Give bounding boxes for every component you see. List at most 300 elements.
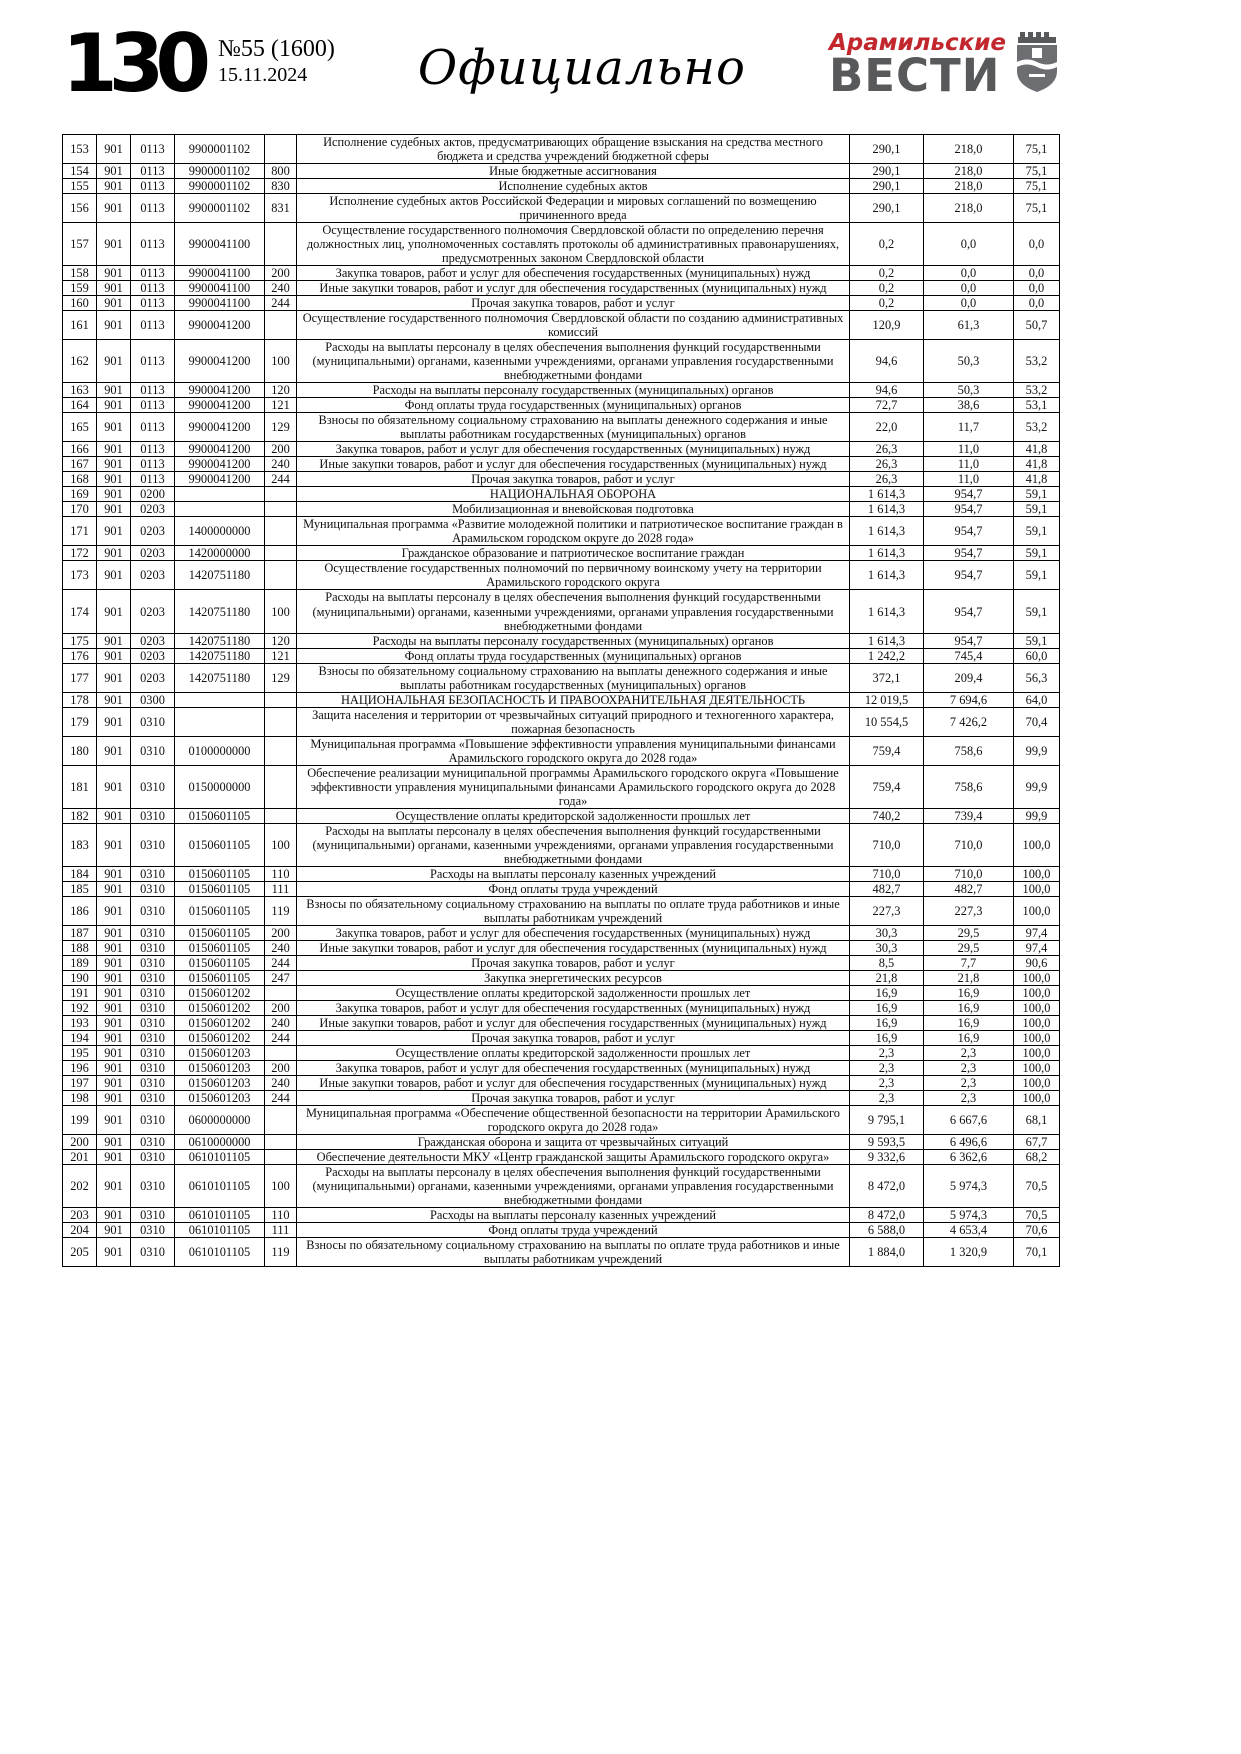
section-code: 0203	[131, 663, 175, 692]
execution-percent: 100,0	[1014, 866, 1060, 881]
target-article-code: 9900041200	[175, 383, 265, 398]
masthead	[62, 17, 1060, 126]
expense-name: Расходы на выплаты персоналу казенных учреждений	[297, 1208, 850, 1223]
expense-type-code: 240	[265, 940, 297, 955]
section-code: 0310	[131, 896, 175, 925]
grbs-code: 901	[97, 1030, 131, 1045]
expense-name: Иные закупки товаров, работ и услуг для обеспечения государственных (муниципальных) нужд	[297, 281, 850, 296]
approved-amount: 1 614,3	[850, 590, 924, 633]
expense-name: Мобилизационная и вневойсковая подготовка	[297, 502, 850, 517]
target-article-code: 0610101105	[175, 1208, 265, 1223]
expense-type-code: 110	[265, 866, 297, 881]
line-number: 154	[63, 164, 97, 179]
execution-percent: 100,0	[1014, 823, 1060, 866]
executed-amount: 710,0	[924, 823, 1014, 866]
expense-name: Гражданское образование и патриотическое воспитание граждан	[297, 546, 850, 561]
approved-amount: 8,5	[850, 955, 924, 970]
table-row	[63, 896, 1060, 925]
table-row	[63, 296, 1060, 311]
executed-amount: 710,0	[924, 866, 1014, 881]
execution-percent: 100,0	[1014, 1030, 1060, 1045]
execution-percent: 41,8	[1014, 472, 1060, 487]
expense-name: Фонд оплаты труда государственных (муниципальных) органов	[297, 398, 850, 413]
approved-amount: 740,2	[850, 808, 924, 823]
expense-type-code: 831	[265, 194, 297, 223]
grbs-code: 901	[97, 442, 131, 457]
grbs-code: 901	[97, 940, 131, 955]
execution-percent: 100,0	[1014, 1045, 1060, 1060]
target-article-code: 1420000000	[175, 546, 265, 561]
executed-amount: 954,7	[924, 561, 1014, 590]
execution-percent: 70,4	[1014, 707, 1060, 736]
approved-amount: 1 614,3	[850, 633, 924, 648]
expense-type-code: 121	[265, 648, 297, 663]
section-code: 0310	[131, 955, 175, 970]
section-code: 0310	[131, 1015, 175, 1030]
line-number: 165	[63, 413, 97, 442]
expense-type-code: 100	[265, 590, 297, 633]
executed-amount: 11,0	[924, 457, 1014, 472]
table-row	[63, 546, 1060, 561]
expense-type-code: 244	[265, 955, 297, 970]
target-article-code: 9900041200	[175, 413, 265, 442]
table-row	[63, 502, 1060, 517]
section-code: 0113	[131, 383, 175, 398]
target-article-code: 9900001102	[175, 194, 265, 223]
line-number: 191	[63, 985, 97, 1000]
table-row	[63, 1015, 1060, 1030]
expense-name: Иные бюджетные ассигнования	[297, 164, 850, 179]
grbs-code: 901	[97, 985, 131, 1000]
execution-percent: 100,0	[1014, 1076, 1060, 1091]
target-article-code: 0610101105	[175, 1150, 265, 1165]
execution-percent: 70,1	[1014, 1238, 1060, 1267]
approved-amount: 1 614,3	[850, 546, 924, 561]
target-article-code: 9900041100	[175, 223, 265, 266]
section-code: 0113	[131, 442, 175, 457]
section-code: 0310	[131, 925, 175, 940]
section-code: 0203	[131, 633, 175, 648]
table-row	[63, 707, 1060, 736]
expense-name: Взносы по обязательному социальному страхованию на выплаты по оплате труда работников и иные выплаты работникам учреждений	[297, 896, 850, 925]
execution-percent: 59,1	[1014, 517, 1060, 546]
line-number: 187	[63, 925, 97, 940]
table-row	[63, 823, 1060, 866]
approved-amount: 710,0	[850, 866, 924, 881]
expense-name: Иные закупки товаров, работ и услуг для обеспечения государственных (муниципальных) нужд	[297, 457, 850, 472]
target-article-code	[175, 502, 265, 517]
section-code: 0113	[131, 457, 175, 472]
grbs-code: 901	[97, 164, 131, 179]
section-code: 0310	[131, 881, 175, 896]
grbs-code: 901	[97, 633, 131, 648]
execution-percent: 100,0	[1014, 985, 1060, 1000]
section-code: 0203	[131, 517, 175, 546]
target-article-code: 9900001102	[175, 135, 265, 164]
expense-type-code	[265, 985, 297, 1000]
expense-type-code	[265, 1106, 297, 1135]
table-row	[63, 517, 1060, 546]
line-number: 160	[63, 296, 97, 311]
target-article-code	[175, 707, 265, 736]
line-number: 161	[63, 311, 97, 340]
approved-amount: 1 614,3	[850, 561, 924, 590]
execution-percent: 100,0	[1014, 1000, 1060, 1015]
expense-name: Осуществление оплаты кредиторской задолженности прошлых лет	[297, 985, 850, 1000]
grbs-code: 901	[97, 266, 131, 281]
expense-type-code	[265, 808, 297, 823]
execution-percent: 100,0	[1014, 1015, 1060, 1030]
grbs-code: 901	[97, 648, 131, 663]
target-article-code: 0150601203	[175, 1045, 265, 1060]
table-row	[63, 340, 1060, 383]
execution-percent: 75,1	[1014, 194, 1060, 223]
execution-percent: 75,1	[1014, 164, 1060, 179]
target-article-code: 0610101105	[175, 1165, 265, 1208]
grbs-code: 901	[97, 561, 131, 590]
target-article-code: 0150601202	[175, 1030, 265, 1045]
target-article-code: 0610000000	[175, 1135, 265, 1150]
execution-percent: 60,0	[1014, 648, 1060, 663]
executed-amount: 209,4	[924, 663, 1014, 692]
executed-amount: 2,3	[924, 1060, 1014, 1075]
line-number: 173	[63, 561, 97, 590]
executed-amount: 61,3	[924, 311, 1014, 340]
expense-type-code: 129	[265, 413, 297, 442]
section-code: 0310	[131, 1060, 175, 1075]
line-number: 205	[63, 1238, 97, 1267]
table-row	[63, 383, 1060, 398]
approved-amount: 30,3	[850, 940, 924, 955]
executed-amount: 954,7	[924, 487, 1014, 502]
grbs-code: 901	[97, 896, 131, 925]
target-article-code: 0150000000	[175, 765, 265, 808]
grbs-code: 901	[97, 311, 131, 340]
section-code: 0310	[131, 1000, 175, 1015]
approved-amount: 22,0	[850, 413, 924, 442]
grbs-code: 901	[97, 398, 131, 413]
line-number: 197	[63, 1076, 97, 1091]
section-code: 0113	[131, 340, 175, 383]
expense-type-code	[265, 135, 297, 164]
grbs-code: 901	[97, 808, 131, 823]
executed-amount: 0,0	[924, 266, 1014, 281]
line-number: 155	[63, 179, 97, 194]
grbs-code: 901	[97, 866, 131, 881]
brand-name-bottom: ВЕСТИ	[828, 49, 1001, 102]
issue-date: 15.11.2024	[218, 64, 308, 87]
target-article-code: 0150601105	[175, 866, 265, 881]
table-row	[63, 808, 1060, 823]
line-number: 170	[63, 502, 97, 517]
grbs-code: 901	[97, 1135, 131, 1150]
line-number: 180	[63, 736, 97, 765]
section-code: 0310	[131, 1165, 175, 1208]
approved-amount: 372,1	[850, 663, 924, 692]
section-code: 0310	[131, 1238, 175, 1267]
approved-amount: 21,8	[850, 970, 924, 985]
executed-amount: 954,7	[924, 517, 1014, 546]
expense-name: Муниципальная программа «Обеспечение общественной безопасности на территории Арамильского городского округа до 2028 года»	[297, 1106, 850, 1135]
section-code: 0203	[131, 546, 175, 561]
section-code: 0310	[131, 985, 175, 1000]
executed-amount: 7 694,6	[924, 692, 1014, 707]
expense-type-code	[265, 736, 297, 765]
target-article-code: 1420751180	[175, 561, 265, 590]
executed-amount: 2,3	[924, 1045, 1014, 1060]
executed-amount: 954,7	[924, 502, 1014, 517]
executed-amount: 218,0	[924, 164, 1014, 179]
executed-amount: 2,3	[924, 1091, 1014, 1106]
expense-name: Иные закупки товаров, работ и услуг для обеспечения государственных (муниципальных) нужд	[297, 1015, 850, 1030]
table-row	[63, 561, 1060, 590]
target-article-code: 0150601202	[175, 1000, 265, 1015]
approved-amount: 16,9	[850, 1015, 924, 1030]
execution-percent: 50,7	[1014, 311, 1060, 340]
grbs-code: 901	[97, 1208, 131, 1223]
approved-amount: 1 884,0	[850, 1238, 924, 1267]
executed-amount: 21,8	[924, 970, 1014, 985]
executed-amount: 7,7	[924, 955, 1014, 970]
expense-type-code: 830	[265, 179, 297, 194]
target-article-code: 9900041200	[175, 472, 265, 487]
line-number: 193	[63, 1015, 97, 1030]
approved-amount: 8 472,0	[850, 1165, 924, 1208]
grbs-code: 901	[97, 487, 131, 502]
target-article-code: 0150601202	[175, 1015, 265, 1030]
grbs-code: 901	[97, 1000, 131, 1015]
section-code: 0113	[131, 398, 175, 413]
execution-percent: 67,7	[1014, 1135, 1060, 1150]
grbs-code: 901	[97, 881, 131, 896]
approved-amount: 1 614,3	[850, 502, 924, 517]
target-article-code: 9900041100	[175, 296, 265, 311]
expense-name: Закупка товаров, работ и услуг для обеспечения государственных (муниципальных) нужд	[297, 442, 850, 457]
target-article-code: 9900001102	[175, 164, 265, 179]
approved-amount: 0,2	[850, 296, 924, 311]
line-number: 166	[63, 442, 97, 457]
expense-type-code	[265, 546, 297, 561]
executed-amount: 4 653,4	[924, 1223, 1014, 1238]
issue-number: №55 (1600)	[218, 36, 335, 62]
grbs-code: 901	[97, 955, 131, 970]
page-number: 130	[62, 17, 202, 110]
execution-percent: 59,1	[1014, 546, 1060, 561]
table-row	[63, 472, 1060, 487]
target-article-code: 9900041100	[175, 281, 265, 296]
executed-amount: 745,4	[924, 648, 1014, 663]
section-code: 0310	[131, 1030, 175, 1045]
target-article-code: 9900041200	[175, 340, 265, 383]
table-row	[63, 1091, 1060, 1106]
expense-name: Прочая закупка товаров, работ и услуг	[297, 955, 850, 970]
executed-amount: 6 496,6	[924, 1135, 1014, 1150]
grbs-code: 901	[97, 502, 131, 517]
expense-name: Фонд оплаты труда учреждений	[297, 1223, 850, 1238]
section-code: 0200	[131, 487, 175, 502]
executed-amount: 482,7	[924, 881, 1014, 896]
section-code: 0113	[131, 281, 175, 296]
line-number: 194	[63, 1030, 97, 1045]
expense-name: Расходы на выплаты персоналу государственных (муниципальных) органов	[297, 633, 850, 648]
expense-type-code: 121	[265, 398, 297, 413]
executed-amount: 954,7	[924, 546, 1014, 561]
target-article-code: 9900041100	[175, 266, 265, 281]
section-code: 0113	[131, 135, 175, 164]
line-number: 163	[63, 383, 97, 398]
table-row	[63, 164, 1060, 179]
expense-type-code: 247	[265, 970, 297, 985]
approved-amount: 16,9	[850, 1030, 924, 1045]
executed-amount: 7 426,2	[924, 707, 1014, 736]
target-article-code: 1400000000	[175, 517, 265, 546]
line-number: 190	[63, 970, 97, 985]
executed-amount: 0,0	[924, 296, 1014, 311]
line-number: 192	[63, 1000, 97, 1015]
grbs-code: 901	[97, 281, 131, 296]
line-number: 178	[63, 692, 97, 707]
budget-table-body	[63, 135, 1060, 1267]
table-row	[63, 648, 1060, 663]
table-row	[63, 925, 1060, 940]
expense-type-code: 119	[265, 896, 297, 925]
table-row	[63, 985, 1060, 1000]
table-row	[63, 179, 1060, 194]
target-article-code: 0150601105	[175, 808, 265, 823]
expense-type-code: 110	[265, 1208, 297, 1223]
approved-amount: 120,9	[850, 311, 924, 340]
brand-name-top: Арамильские	[828, 30, 1006, 56]
execution-percent: 41,8	[1014, 442, 1060, 457]
approved-amount: 290,1	[850, 135, 924, 164]
line-number: 162	[63, 340, 97, 383]
grbs-code: 901	[97, 692, 131, 707]
target-article-code: 0150601105	[175, 881, 265, 896]
execution-percent: 75,1	[1014, 179, 1060, 194]
expense-name: Расходы на выплаты персоналу в целях обеспечения выполнения функций государственными (муниципальными) органами, казенными учреждениями, органами управления государственными внебюджетными фондами	[297, 340, 850, 383]
section-code: 0113	[131, 311, 175, 340]
grbs-code: 901	[97, 1091, 131, 1106]
expense-name: Расходы на выплаты персоналу казенных учреждений	[297, 866, 850, 881]
line-number: 169	[63, 487, 97, 502]
table-row	[63, 663, 1060, 692]
table-row	[63, 457, 1060, 472]
expense-type-code: 111	[265, 881, 297, 896]
line-number: 168	[63, 472, 97, 487]
expense-type-code	[265, 502, 297, 517]
table-row	[63, 765, 1060, 808]
line-number: 164	[63, 398, 97, 413]
grbs-code: 901	[97, 457, 131, 472]
grbs-code: 901	[97, 517, 131, 546]
table-row	[63, 1208, 1060, 1223]
table-row	[63, 692, 1060, 707]
expense-type-code	[265, 561, 297, 590]
expense-type-code	[265, 1045, 297, 1060]
section-code: 0310	[131, 1106, 175, 1135]
line-number: 153	[63, 135, 97, 164]
executed-amount: 218,0	[924, 135, 1014, 164]
grbs-code: 901	[97, 296, 131, 311]
section-code: 0113	[131, 472, 175, 487]
execution-percent: 70,5	[1014, 1208, 1060, 1223]
section-title: Официально	[417, 40, 746, 96]
table-row	[63, 633, 1060, 648]
executed-amount: 218,0	[924, 179, 1014, 194]
execution-percent: 53,2	[1014, 383, 1060, 398]
approved-amount: 2,3	[850, 1091, 924, 1106]
grbs-code: 901	[97, 707, 131, 736]
execution-percent: 0,0	[1014, 266, 1060, 281]
line-number: 177	[63, 663, 97, 692]
expense-type-code	[265, 311, 297, 340]
line-number: 195	[63, 1045, 97, 1060]
line-number: 196	[63, 1060, 97, 1075]
executed-amount: 218,0	[924, 194, 1014, 223]
approved-amount: 759,4	[850, 736, 924, 765]
approved-amount: 290,1	[850, 164, 924, 179]
execution-percent: 59,1	[1014, 590, 1060, 633]
section-code: 0310	[131, 1045, 175, 1060]
table-row	[63, 1150, 1060, 1165]
executed-amount: 0,0	[924, 223, 1014, 266]
table-row	[63, 866, 1060, 881]
expense-name: НАЦИОНАЛЬНАЯ БЕЗОПАСНОСТЬ И ПРАВООХРАНИТЕЛЬНАЯ ДЕЯТЕЛЬНОСТЬ	[297, 692, 850, 707]
expense-type-code: 244	[265, 472, 297, 487]
execution-percent: 99,9	[1014, 808, 1060, 823]
approved-amount: 26,3	[850, 457, 924, 472]
grbs-code: 901	[97, 1076, 131, 1091]
expense-type-code	[265, 692, 297, 707]
line-number: 186	[63, 896, 97, 925]
grbs-code: 901	[97, 1223, 131, 1238]
table-row	[63, 1076, 1060, 1091]
approved-amount: 9 795,1	[850, 1106, 924, 1135]
expense-name: Осуществление государственного полномочия Свердловской области по созданию административных комиссий	[297, 311, 850, 340]
expense-type-code: 129	[265, 663, 297, 692]
grbs-code: 901	[97, 823, 131, 866]
executed-amount: 11,0	[924, 472, 1014, 487]
section-code: 0310	[131, 1223, 175, 1238]
line-number: 157	[63, 223, 97, 266]
section-code: 0310	[131, 736, 175, 765]
line-number: 174	[63, 590, 97, 633]
table-row	[63, 442, 1060, 457]
grbs-code: 901	[97, 413, 131, 442]
expense-type-code: 111	[265, 1223, 297, 1238]
line-number: 198	[63, 1091, 97, 1106]
execution-percent: 70,6	[1014, 1223, 1060, 1238]
section-code: 0113	[131, 164, 175, 179]
table-row	[63, 1238, 1060, 1267]
target-article-code: 1420751180	[175, 633, 265, 648]
expense-type-code: 800	[265, 164, 297, 179]
line-number: 175	[63, 633, 97, 648]
executed-amount: 16,9	[924, 1030, 1014, 1045]
execution-percent: 56,3	[1014, 663, 1060, 692]
execution-percent: 100,0	[1014, 1060, 1060, 1075]
section-code: 0310	[131, 1208, 175, 1223]
grbs-code: 901	[97, 135, 131, 164]
expense-name: Обеспечение реализации муниципальной программы Арамильского городского округа «Повышение эффективности управления муниципальными финансами Арамильского городского округа до 2028 года»	[297, 765, 850, 808]
expense-name: Муниципальная программа «Повышение эффективности управления муниципальными финансами Арамильского городского округа до 2028 года»	[297, 736, 850, 765]
expense-type-code: 244	[265, 1030, 297, 1045]
section-code: 0113	[131, 223, 175, 266]
executed-amount: 758,6	[924, 736, 1014, 765]
line-number: 158	[63, 266, 97, 281]
line-number: 159	[63, 281, 97, 296]
expense-name: Прочая закупка товаров, работ и услуг	[297, 1091, 850, 1106]
